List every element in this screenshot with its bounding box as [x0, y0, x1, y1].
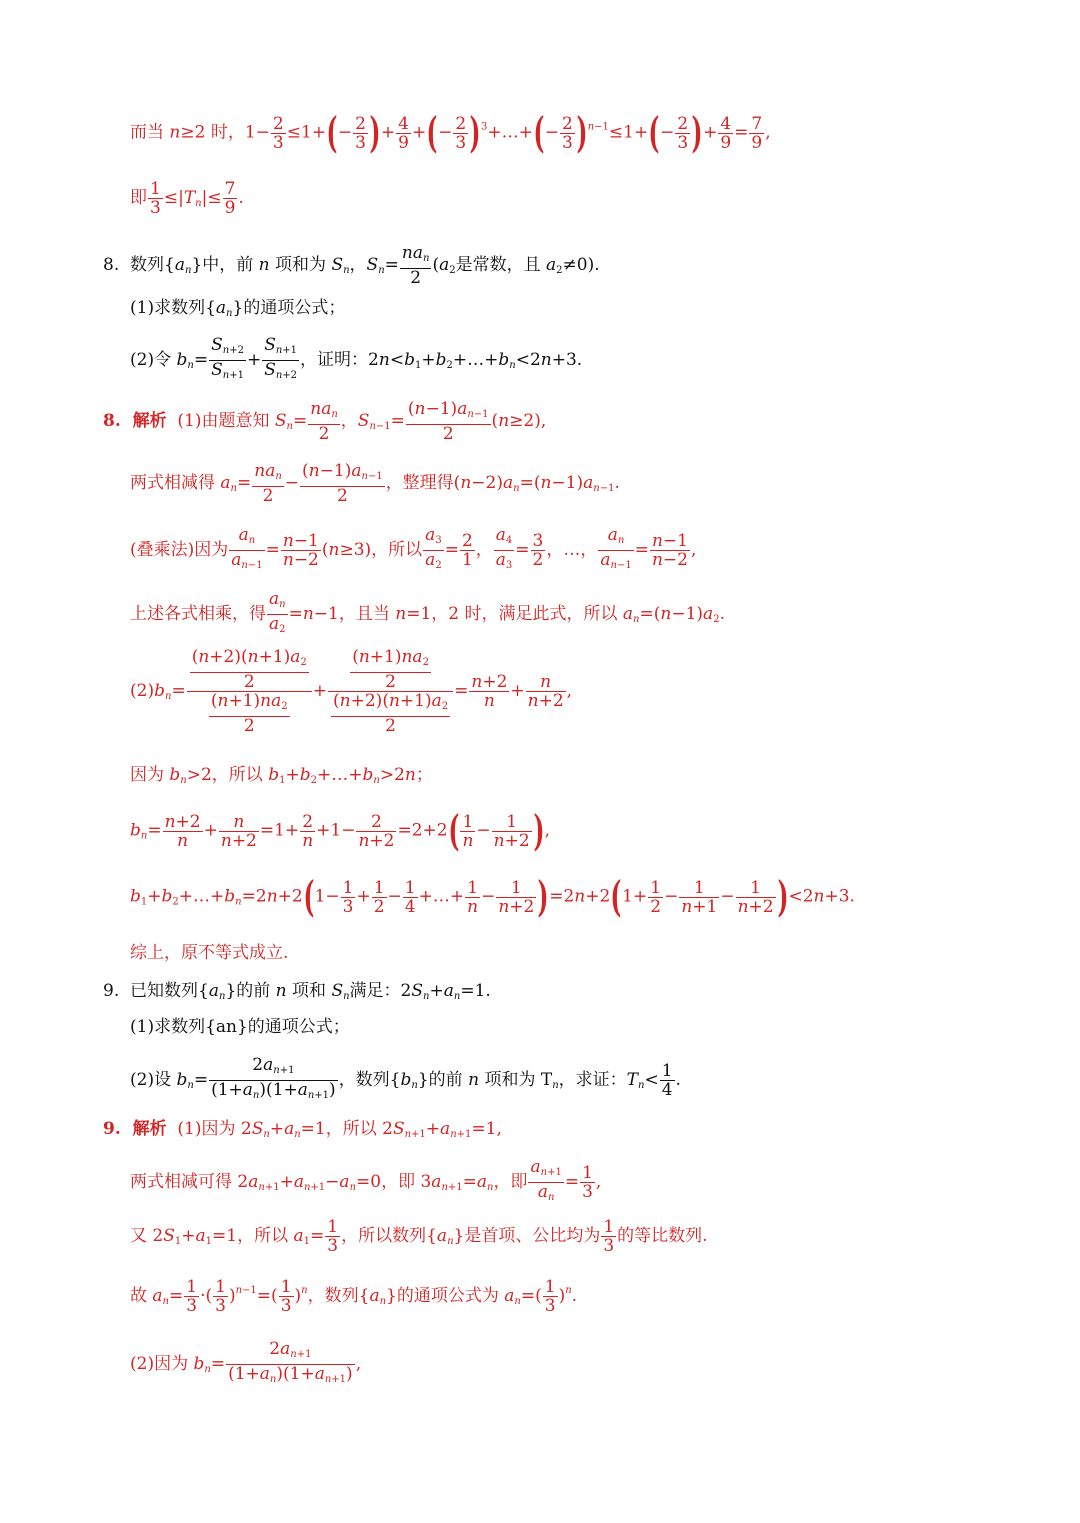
problem-9-stem: 9. 已知数列{an}的前 n 项和 Sn满足：2Sn+an=1.	[103, 981, 491, 1002]
solution-line-2: 即 $\frac{1}{3}$ ≤|Tn|≤ $\frac{7}{9}$ .	[130, 179, 244, 218]
solution-9-line-3: 又 2S1+a1=1，所以 a1= $\frac{1}{3}$ ，所以数列{an}是首项、公比均为 $\frac{1}{3}$ 的等比数列.	[130, 1217, 708, 1256]
solution-8-line-7: bn= $\frac{n+2}{n}$ + $\frac{n}{n+2}$ =1+ $\frac{2}{n}$ +1− $\frac{2}{n+2}$ =2+2( $\frac{1}{n}$ − $\frac{1}{n+2}$ ),	[130, 806, 550, 855]
solution-8-line-4: 上述各式相乘，得 $\frac{an}{a2}$ =n−1，且当 n=1，2 时，满足此式，所以 an=(n−1)a2.	[130, 589, 725, 635]
solution-9-line-2: 两式相减可得 2an+1+an+1−an=0，即 3an+1=an，即 $\frac{an+1}{an}$ = $\frac{1}{3}$ ,	[130, 1157, 602, 1203]
problem-9-q1: (1)求数列{an}的通项公式；	[130, 1017, 350, 1037]
solution-9-line-4: 故 an= $\frac{1}{3}$ ·( $\frac{1}{3}$ )$^{n-1}$=( $\frac{1}{3}$ )$^n$，数列{an}的通项公式为 an=( $\frac{1}{3}$ )$^n$.	[130, 1277, 578, 1316]
solution-line-1: 而当 n≥2 时，1− $\frac{2}{3}$ ≤1+(− $\frac{2}{3}$ )+ $\frac{4}{9}$ +(− $\frac{2}{3}$ )$^3$+…+(− $\frac{2}{3}$ )$^{n-1}$≤1+(− $\frac{2}{3}$ )+ $\frac{4}{9}$ = $\frac{7}{9}$ ,	[130, 108, 771, 157]
solution-8-line-6: 因为 bn>2，所以 b1+b2+…+bn>2n；	[130, 765, 433, 786]
solution-9-line-1: 9. 解析 (1)因为 2Sn+an=1，所以 2Sn+1+an+1=1,	[103, 1119, 502, 1140]
solution-8-line-8: b1+b2+…+bn=2n+2(1− $\frac{1}{3}$ + $\frac{1}{2}$ − $\frac{1}{4}$ +…+ $\frac{1}{n}$ − $\frac{1}{n+2}$ )=2n+2(1+ $\frac{1}{2}$ − $\frac{1}{n+1}$ − $\frac{1}{n+2}$ )<2n+3.	[130, 872, 855, 921]
solution-8-line-2: 两式相减得 an= nan 2 − $\frac{(n-1)an-1}{2}$ ，整理得(n−2)an=(n−1)an−1.	[130, 461, 620, 506]
solution-8-conclusion: 综上，原不等式成立.	[130, 943, 289, 963]
problem-8-q1: (1)求数列{an}的通项公式；	[130, 298, 346, 319]
problem-8-stem: 8. 数列{an}中，前 n 项和为 Sn，Sn= nan 2 (a2是常数，且 a2≠0).	[103, 243, 600, 288]
solution-8-line-5: (2)bn= $\frac{\frac{(n+2)(n+1)a2}{2}}{\frac{(n+1)na2}{2}}$ + $\frac{\frac{(n+1)na2}{2}}{\frac{(n+2)(n+1)a2}{2}}$ = $\frac{n+2}{n}$ + $\frac{n}{n+2}$ ,	[130, 647, 573, 736]
solution-9-line-5: (2)因为 bn= $\frac{2an+1}{(1+an)(1+an+1)}$ ,	[130, 1339, 362, 1385]
solution-8-line-3: (叠乘法)因为 $\frac{an}{an-1}$ = $\frac{n-1}{n-2}$ (n≥3)，所以 $\frac{a3}{a2}$ = $\frac{2}{1}$ ， $\frac{a4}{a3}$ = $\frac{3}{2}$ ，…， $\frac{an}{an-1}$ = $\frac{n-1}{n-2}$ ,	[130, 525, 697, 571]
problem-8-q2: (2)令 bn= $\frac{Sn+2}{Sn+1}$ + $\frac{Sn+1}{Sn+2}$ ，证明：2n<b1+b2+…+bn<2n+3.	[130, 335, 583, 381]
solution-8-line-1: 8. 解析 (1)由题意知 Sn= nan 2 ，Sn−1= $\frac{(n-1)an-1}{2}$ (n≥2),	[103, 399, 547, 444]
problem-9-q2: (2)设 bn= $\frac{2an+1}{(1+an)(1+an+1)}$ ，数列{bn}的前 n 项和为 Tn，求证：Tn< $\frac{1}{4}$ .	[130, 1055, 681, 1101]
